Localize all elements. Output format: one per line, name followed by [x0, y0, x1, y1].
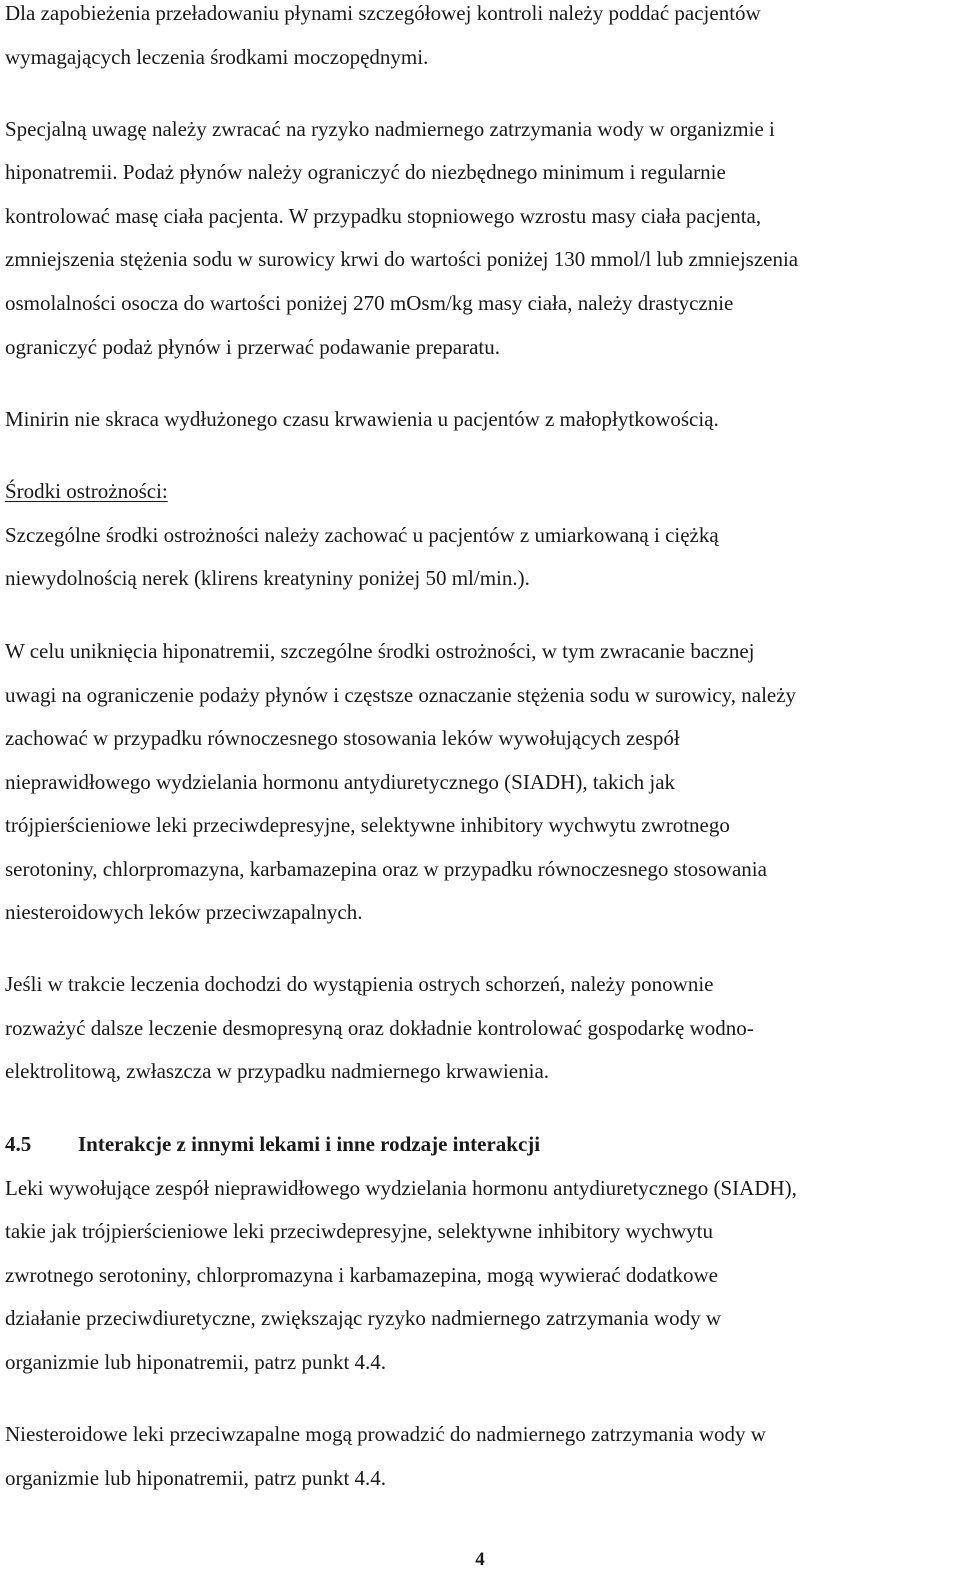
text-line: W celu uniknięcia hiponatremii, szczególne środki ostrożności, w tym zwracanie bacznej [5, 639, 755, 663]
text-line: wymagających leczenia środkami moczopędnymi. [5, 45, 429, 69]
text-line: Szczególne środki ostrożności należy zachować u pacjentów z umiarkowaną i ciężką [5, 523, 719, 547]
text-line: elektrolitową, zwłaszcza w przypadku nadmiernego krwawienia. [5, 1059, 550, 1083]
text-line: organizmie lub hiponatremii, patrz punkt 4.4. [5, 1350, 387, 1374]
text-line: Leki wywołujące zespół nieprawidłowego wydzielania hormonu antydiuretycznego (SIADH), [5, 1176, 797, 1200]
text-line: ograniczyć podaż płynów i przerwać podawanie preparatu. [5, 335, 501, 359]
text-line: Specjalną uwagę należy zwracać na ryzyko nadmiernego zatrzymania wody w organizmie i [5, 117, 775, 141]
text-line: kontrolować masę ciała pacjenta. W przypadku stopniowego wzrostu masy ciała pacjenta, [5, 204, 762, 228]
text-line: serotoniny, chlorpromazyna, karbamazepina oraz w przypadku równoczesnego stosowania [5, 857, 767, 881]
text-line: Niesteroidowe leki przeciwzapalne mogą prowadzić do nadmiernego zatrzymania wody w [5, 1422, 766, 1446]
text-line: uwagi na ograniczenie podaży płynów i częstsze oznaczanie stężenia sodu w surowicy, należy [5, 683, 797, 707]
section-heading [5, 1131, 540, 1157]
text-line: działanie przeciwdiuretyczne, zwiększając ryzyko nadmiernego zatrzymania wody w [5, 1306, 721, 1330]
text-line: Minirin nie skraca wydłużonego czasu krwawienia u pacjentów z małopłytkowością. [5, 407, 719, 431]
text-line: nieprawidłowego wydzielania hormonu antydiuretycznego (SIADH), takich jak [5, 770, 676, 794]
section-title: Interakcje z innymi lekami i inne rodzaje interakcji [78, 1132, 541, 1156]
precautions-heading: Środki ostrożności: [5, 479, 168, 503]
text-line: zwrotnego serotoniny, chlorpromazyna i karbamazepina, mogą wywierać dodatkowe [5, 1263, 718, 1287]
text-line: takie jak trójpierścieniowe leki przeciwdepresyjne, selektywne inhibitory wychwytu [5, 1219, 713, 1243]
text-line: trójpierścieniowe leki przeciwdepresyjne, selektywne inhibitory wychwytu zwrotnego [5, 813, 730, 837]
text-line: Jeśli w trakcie leczenia dochodzi do wystąpienia ostrych schorzeń, należy ponownie [5, 972, 714, 996]
text-line: osmolalności osocza do wartości poniżej 270 mOsm/kg masy ciała, należy drastycznie [5, 291, 734, 315]
text-line: hiponatremii. Podaż płynów należy ograniczyć do niezbędnego minimum i regularnie [5, 160, 726, 184]
text-line: zmniejszenia stężenia sodu w surowicy krwi do wartości poniżej 130 mmol/l lub zmniejszenia [5, 247, 799, 271]
text-line: organizmie lub hiponatremii, patrz punkt 4.4. [5, 1466, 387, 1490]
text-line: niesteroidowych leków przeciwzapalnych. [5, 900, 363, 924]
text-line: zachować w przypadku równoczesnego stosowania leków wywołujących zespół [5, 726, 680, 750]
text-line: Dla zapobieżenia przeładowaniu płynami szczegółowej kontroli należy poddać pacjentów [5, 1, 761, 25]
section-number: 4.5 [5, 1132, 32, 1156]
page-number: 4 [475, 1549, 485, 1570]
text-line: rozważyć dalsze leczenie desmopresyną oraz dokładnie kontrolować gospodarkę wodno- [5, 1016, 754, 1040]
text-line: niewydolnością nerek (klirens kreatyniny poniżej 50 ml/min.). [5, 566, 530, 590]
